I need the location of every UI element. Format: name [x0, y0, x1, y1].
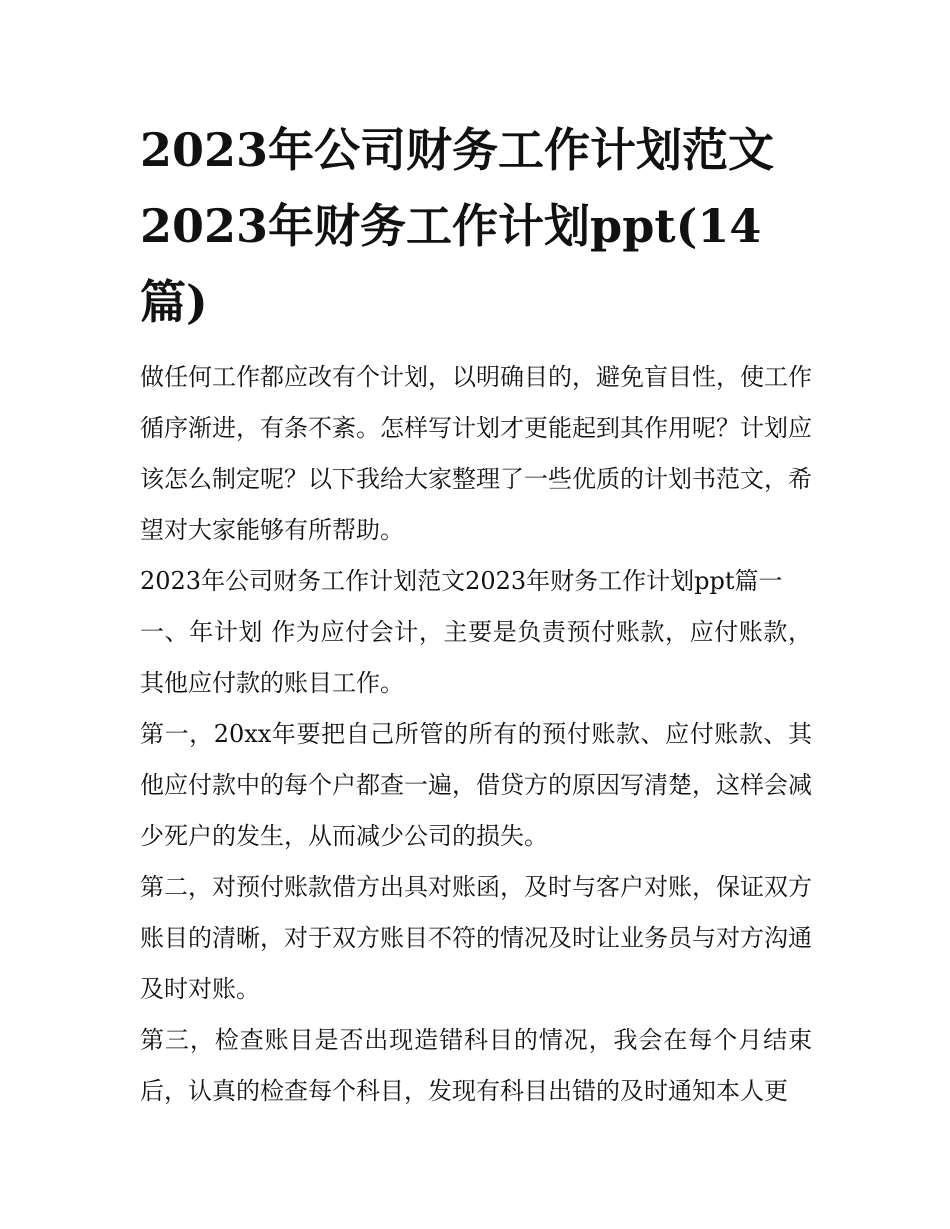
- body-paragraph: 一、年计划 作为应付会计，主要是负责预付账款，应付账款，其他应付款的账目工作。: [140, 618, 812, 697]
- body-paragraph: 第二，对预付账款借方出具对账函，及时与客户对账，保证双方账目的清晰，对于双方账目不符的情况及时让业务员与对方沟通及时对账。: [140, 873, 812, 1003]
- section-heading: 2023年公司财务工作计划范文2023年财务工作计划ppt篇一: [140, 567, 783, 595]
- document-title: 2023年公司财务工作计划范文2023年财务工作计划ppt(14篇): [140, 123, 775, 329]
- body-paragraph: 第一，20xx年要把自己所管的所有的预付账款、应付账款、其他应付款中的每个户都查一遍，借贷方的原因写清楚，这样会减少死户的发生，从而减少公司的损失。: [140, 720, 812, 850]
- document-page: [140, 112, 812, 1117]
- intro-paragraph: 做任何工作都应改有个计划，以明确目的，避免盲目性，使工作循序渐进，有条不紊。怎样写计划才更能起到其作用呢？计划应该怎么制定呢？以下我给大家整理了一些优质的计划书范文，希望对大家能够有所帮助。: [140, 363, 812, 544]
- body-paragraph: 第三，检查账目是否出现造错科目的情况，我会在每个月结束后，认真的检查每个科目，发现有科目出错的及时通知本人更: [140, 1026, 812, 1105]
